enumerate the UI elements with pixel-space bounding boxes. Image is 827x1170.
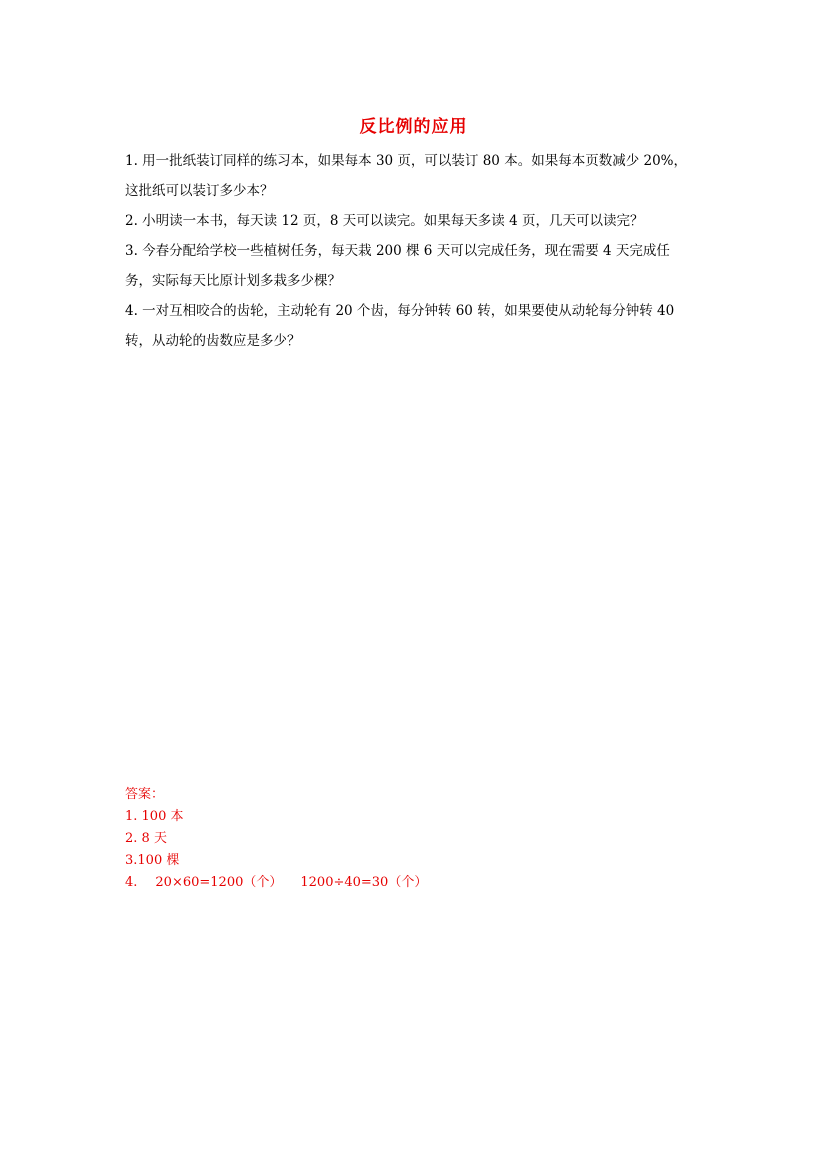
question-1 <box>125 146 715 206</box>
answer-heading: 答案： <box>125 787 165 802</box>
answer-section <box>125 784 715 894</box>
answer-item-3: 3.100 棵 <box>125 853 180 868</box>
question-list <box>125 146 715 356</box>
page-title: 反比例的应用 <box>359 117 468 137</box>
question-line: 这批纸可以装订多少本？ <box>125 183 274 199</box>
answer-item-1: 1. 100 本 <box>125 809 184 824</box>
question-line: 1. 用一批纸装订同样的练习本，如果每本 30 页，可以装订 80 本。如果每本页数减少 20%， <box>125 153 687 169</box>
answer-item-4-calc-1: 20×60=1200（个） <box>155 875 283 890</box>
answer-item-4-calc-2: 1200÷40=30（个） <box>300 875 428 890</box>
question-line: 转，从动轮的齿数应是多少？ <box>125 333 301 349</box>
question-2 <box>125 206 715 236</box>
question-line: 务，实际每天比原计划多栽多少棵？ <box>125 273 341 289</box>
answer-item-2: 2. 8 天 <box>125 831 167 846</box>
question-3 <box>125 236 715 296</box>
answer-item-4 <box>125 872 715 894</box>
question-line: 2. 小明读一本书，每天读 12 页，8 天可以读完。如果每天多读 4 页，几天可以读完？ <box>125 213 644 229</box>
answer-item-4-number: 4. <box>125 875 138 890</box>
question-line: 4. 一对互相咬合的齿轮，主动轮有 20 个齿，每分钟转 60 转，如果要使从动轮每分钟转 40 <box>125 303 675 319</box>
question-4 <box>125 296 715 356</box>
question-line: 3. 今春分配给学校一些植树任务，每天栽 200 棵 6 天可以完成任务，现在需要 4 天完成任 <box>125 243 670 259</box>
